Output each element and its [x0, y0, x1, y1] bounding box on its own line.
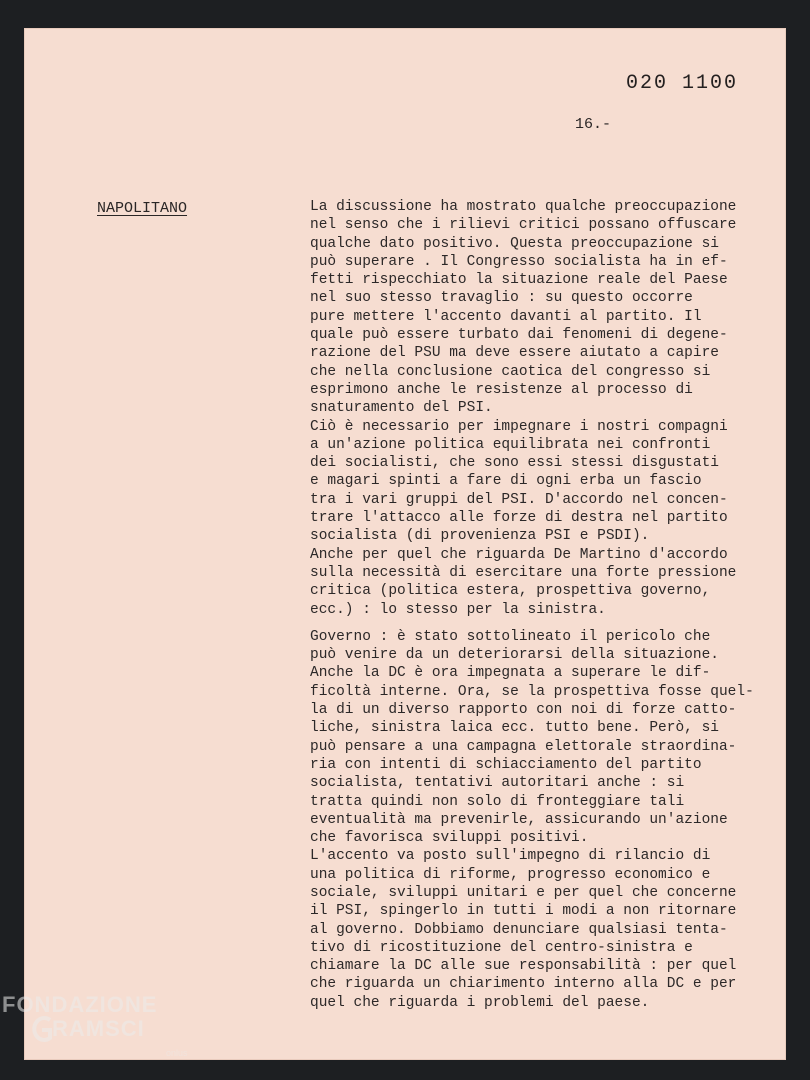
- text-line: il PSI, spingerlo in tutti i modi a non ritornare: [310, 903, 737, 920]
- text-line: può pensare a una campagna elettorale straordina-: [310, 738, 737, 755]
- text-line: critica (politica estera, prospettiva governo,: [310, 583, 711, 600]
- text-line: snaturamento del PSI.: [310, 400, 493, 417]
- text-line: liche, sinistra laica ecc. tutto bene. Però, si: [310, 720, 719, 737]
- text-line: e magari spinti a fare di ogni erba un fascio: [310, 473, 702, 490]
- text-line: può venire da un deteriorarsi della situazione.: [310, 647, 719, 664]
- text-line: che favorisca sviluppi positivi.: [310, 830, 589, 847]
- document-page: [24, 28, 786, 1060]
- text-line: che riguarda un chiarimento interno alla DC e per: [310, 976, 737, 993]
- text-line: Anche per quel che riguarda De Martino d'accordo: [310, 546, 728, 563]
- text-line: L'accento va posto sull'impegno di rilancio di: [310, 848, 711, 865]
- text-line: tra i vari gruppi del PSI. D'accordo nel concen-: [310, 491, 728, 508]
- text-line: trare l'attacco alle forze di destra nel partito: [310, 510, 728, 527]
- speaker-name: NAPOLITANO: [97, 200, 188, 217]
- text-line: tivo di ricostituzione del centro-sinistra e: [310, 939, 693, 956]
- text-line: che nella conclusione caotica del congresso si: [310, 363, 711, 380]
- body-text: [310, 198, 780, 1012]
- document-number: 020 1100: [626, 72, 739, 95]
- text-line: eventualità ma prevenirle, assicurando un'azione: [310, 811, 728, 828]
- watermark-line2: RAMSCI: [52, 1016, 145, 1041]
- fondazione-gramsci-watermark: [2, 992, 202, 1062]
- text-line: quel che riguarda i problemi del paese.: [310, 994, 650, 1011]
- page-number: 16.-: [575, 116, 612, 133]
- paragraph-gap: [310, 619, 780, 628]
- text-line: Governo : è stato sottolineato il pericolo che: [310, 628, 711, 645]
- watermark-suffix: onlus: [166, 1048, 188, 1058]
- text-line: ficoltà interne. Ora, se la prospettiva fosse quel-: [310, 683, 754, 700]
- text-line: quale può essere turbato dai fenomeni di degene-: [310, 327, 728, 344]
- text-line: Ciò è necessario per impegnare i nostri compagni: [310, 418, 728, 435]
- text-line: sociale, sviluppi unitari e per quel che concerne: [310, 884, 737, 901]
- text-line: tratta quindi non solo di fronteggiare tali: [310, 793, 685, 810]
- text-line: qualche dato positivo. Questa preoccupazione si: [310, 235, 719, 252]
- text-line: razione del PSU ma deve essere aiutato a capire: [310, 345, 719, 362]
- text-line: nel senso che i rilievi critici possano offuscare: [310, 217, 737, 234]
- text-line: socialista (di provenienza PSI e PSDI).: [310, 528, 650, 545]
- text-line: una politica di riforme, progresso economico e: [310, 866, 711, 883]
- text-line: Anche la DC è ora impegnata a superare le dif-: [310, 665, 711, 682]
- text-line: fetti rispecchiato la situazione reale del Paese: [310, 272, 728, 289]
- watermark-line1: FONDAZIONE: [2, 992, 158, 1017]
- text-line: al governo. Dobbiamo denunciare qualsiasi tenta-: [310, 921, 728, 938]
- text-line: socialista, tentativi autoritari anche : si: [310, 775, 685, 792]
- text-line: pure mettere l'accento davanti al partito. Il: [310, 308, 702, 325]
- text-line: La discussione ha mostrato qualche preoccupazione: [310, 199, 737, 215]
- text-line: a un'azione politica equilibrata nei confronti: [310, 436, 711, 453]
- text-line: ria con intenti di schiacciamento del partito: [310, 756, 702, 773]
- text-line: esprimono anche le resistenze al processo di: [310, 381, 693, 398]
- text-line: dei socialisti, che sono essi stessi disgustati: [310, 455, 719, 472]
- text-line: può superare . Il Congresso socialista ha in ef-: [310, 253, 728, 270]
- gramsci-g-logo-icon: [30, 1014, 54, 1044]
- text-line: la di un diverso rapporto con noi di forze catto-: [310, 702, 737, 719]
- text-line: ecc.) : lo stesso per la sinistra.: [310, 601, 606, 618]
- text-line: nel suo stesso travaglio : su questo occorre: [310, 290, 693, 307]
- text-line: chiamare la DC alle sue responsabilità : per quel: [310, 958, 737, 975]
- text-line: sulla necessità di esercitare una forte pressione: [310, 564, 737, 581]
